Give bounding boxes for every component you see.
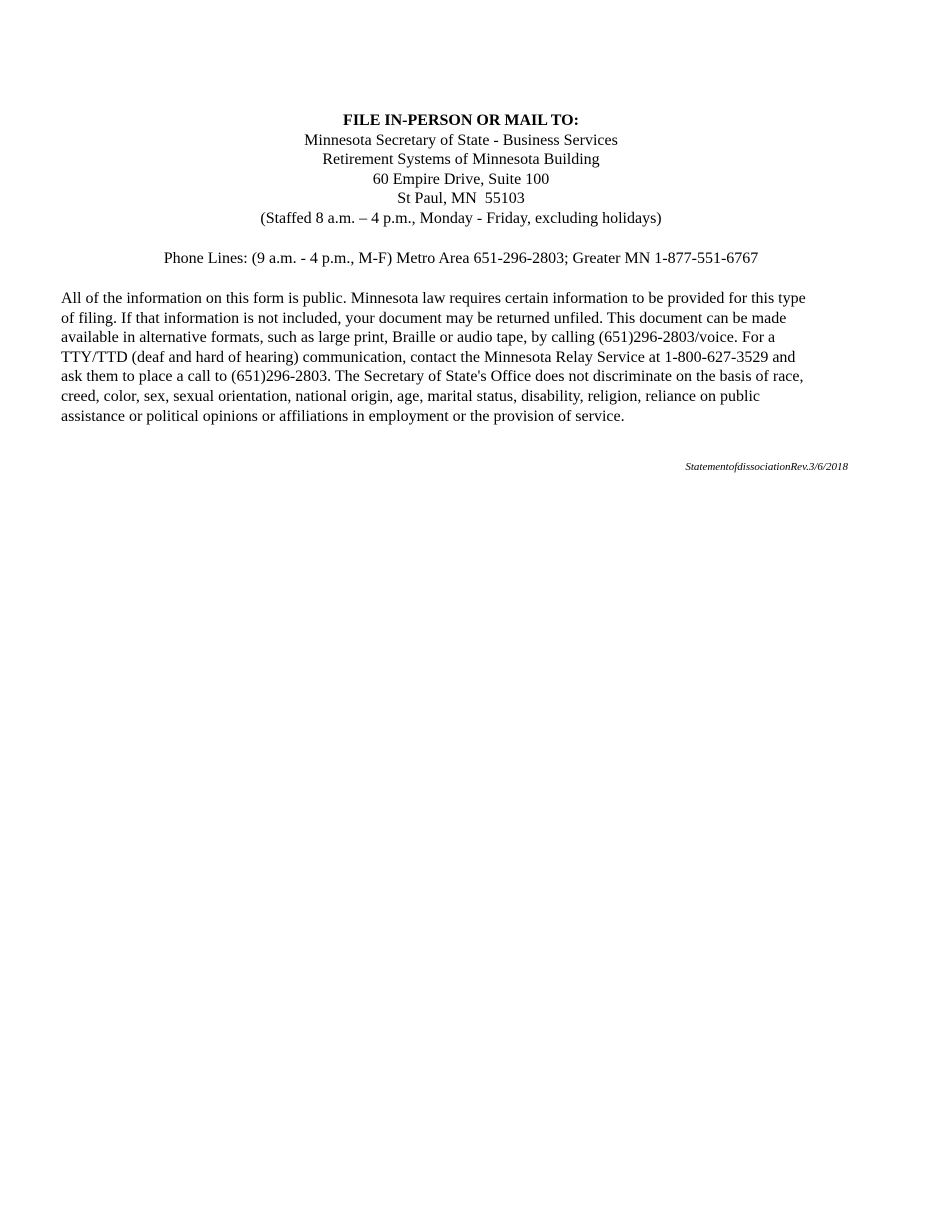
address-line-hours: (Staffed 8 a.m. – 4 p.m., Monday - Friday, excluding holidays) — [260, 209, 662, 227]
address-line-city: St Paul, MN 55103 — [397, 190, 525, 208]
public-information-notice — [61, 289, 871, 426]
address-line-building: Retirement Systems of Minnesota Building — [322, 151, 600, 169]
address-heading: FILE IN-PERSON OR MAIL TO: — [343, 112, 579, 129]
notice-line: creed, color, sex, sexual orientation, national origin, age, marital status, disability, religion, reliance on public — [61, 387, 760, 405]
form-revision-id: StatementofdissociationRev.3/6/2018 — [685, 461, 848, 473]
notice-line: TTY/TTD (deaf and hard of hearing) communication, contact the Minnesota Relay Service at 1-800-627-3529 and — [61, 348, 796, 366]
notice-line: available in alternative formats, such as large print, Braille or audio tape, by calling (651)296-2803/voice. For a — [61, 329, 776, 347]
notice-line: All of the information on this form is public. Minnesota law requires certain information to be provided for this type — [61, 290, 806, 307]
address-line-street: 60 Empire Drive, Suite 100 — [372, 170, 550, 188]
phone-lines-text: Phone Lines: (9 a.m. - 4 p.m., M-F) Metro Area 651-296-2803; Greater MN 1-877-551-6767 — [163, 250, 759, 267]
notice-line: of filing. If that information is not included, your document may be returned unfiled. This document can be made — [61, 309, 787, 327]
address-line-office: Minnesota Secretary of State - Business Services — [304, 131, 618, 149]
notice-line: assistance or political opinions or affiliations in employment or the provision of service. — [61, 407, 625, 425]
mailing-address-block — [0, 111, 922, 229]
notice-line: ask them to place a call to (651)296-2803. The Secretary of State's Office does not discriminate on the basis of race, — [61, 368, 804, 386]
